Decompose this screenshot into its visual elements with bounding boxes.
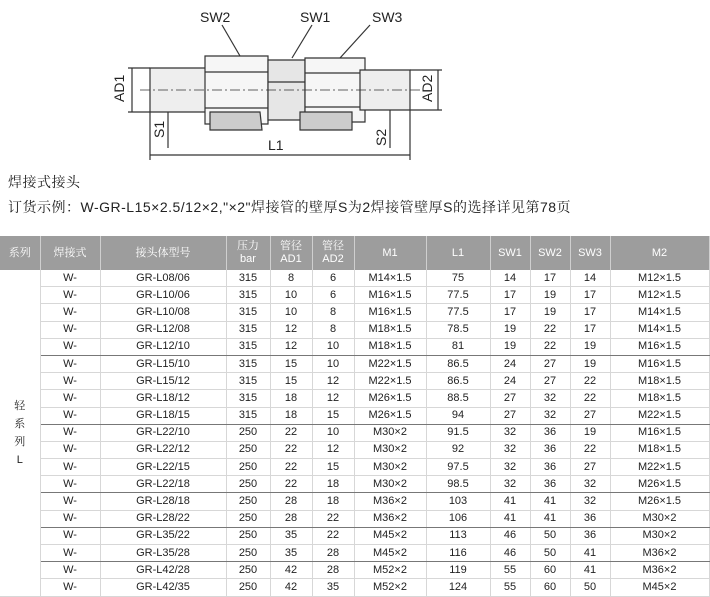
table-row: [0, 562, 709, 579]
table-cell: M30×2: [354, 459, 426, 476]
table-cell: 22: [570, 373, 610, 390]
table-cell: 19: [570, 355, 610, 372]
label-l1: L1: [268, 137, 284, 153]
header-cell: SW2: [530, 236, 570, 270]
table-cell: 250: [226, 562, 270, 579]
table-cell: 78.5: [426, 321, 490, 338]
table-cell: M16×1.5: [610, 338, 709, 355]
table-cell: 86.5: [426, 355, 490, 372]
table-cell: M14×1.5: [354, 270, 426, 287]
table-cell: 32: [490, 476, 530, 493]
table-cell: M12×1.5: [610, 270, 709, 287]
table-cell: GR-L10/06: [100, 287, 226, 304]
table-cell: 36: [530, 441, 570, 458]
table-cell: 22: [312, 510, 354, 527]
table-cell: 41: [490, 493, 530, 510]
table-cell: 46: [490, 545, 530, 562]
table-cell: 42: [270, 579, 312, 596]
table-cell: 60: [530, 579, 570, 596]
table-cell: M18×1.5: [610, 390, 709, 407]
table-cell: 50: [530, 545, 570, 562]
table-cell: 19: [490, 338, 530, 355]
table-cell: 19: [530, 304, 570, 321]
table-cell: 315: [226, 304, 270, 321]
table-cell: 10: [312, 424, 354, 441]
table-cell: 113: [426, 527, 490, 544]
table-cell: W-: [40, 321, 100, 338]
table-cell: 315: [226, 287, 270, 304]
table-cell: 36: [530, 459, 570, 476]
table-cell: 18: [312, 476, 354, 493]
table-cell: M45×2: [610, 579, 709, 596]
table-cell: GR-L28/22: [100, 510, 226, 527]
table-cell: M30×2: [354, 441, 426, 458]
table-cell: 36: [530, 476, 570, 493]
table-cell: 91.5: [426, 424, 490, 441]
table-cell: M18×1.5: [354, 338, 426, 355]
table-cell: M22×1.5: [610, 459, 709, 476]
label-sw3: SW3: [372, 9, 403, 25]
table-cell: W-: [40, 459, 100, 476]
table-cell: 124: [426, 579, 490, 596]
table-cell: M45×2: [354, 545, 426, 562]
table-cell: 98.5: [426, 476, 490, 493]
table-cell: 41: [570, 545, 610, 562]
table-cell: 8: [312, 321, 354, 338]
table-cell: 22: [312, 527, 354, 544]
table-cell: 27: [490, 407, 530, 424]
table-cell: 315: [226, 407, 270, 424]
table-cell: M16×1.5: [610, 424, 709, 441]
table-cell: W-: [40, 304, 100, 321]
table-cell: 315: [226, 373, 270, 390]
table-cell: M30×2: [354, 424, 426, 441]
table-cell: 22: [270, 476, 312, 493]
table-cell: 8: [270, 270, 312, 287]
table-cell: 250: [226, 527, 270, 544]
table-cell: 60: [530, 562, 570, 579]
table-cell: 250: [226, 579, 270, 596]
table-cell: 24: [490, 355, 530, 372]
table-cell: M22×1.5: [354, 355, 426, 372]
table-cell: GR-L15/10: [100, 355, 226, 372]
table-cell: 32: [490, 459, 530, 476]
table-cell: 32: [490, 424, 530, 441]
table-row: [0, 459, 709, 476]
table-cell: 94: [426, 407, 490, 424]
header-cell: 焊接式: [40, 236, 100, 270]
table-cell: 46: [490, 527, 530, 544]
table-cell: 315: [226, 338, 270, 355]
table-cell: W-: [40, 545, 100, 562]
table-cell: GR-L08/06: [100, 270, 226, 287]
table-cell: W-: [40, 510, 100, 527]
table-cell: 250: [226, 441, 270, 458]
table-cell: GR-L42/28: [100, 562, 226, 579]
table-cell: 315: [226, 355, 270, 372]
table-row: [0, 545, 709, 562]
table-row: [0, 304, 709, 321]
table-cell: 250: [226, 476, 270, 493]
table-cell: M52×2: [354, 562, 426, 579]
table-cell: 12: [312, 390, 354, 407]
table-cell: 315: [226, 321, 270, 338]
table-cell: 250: [226, 510, 270, 527]
table-cell: 15: [312, 459, 354, 476]
table-cell: GR-L22/12: [100, 441, 226, 458]
table-cell: 14: [490, 270, 530, 287]
table-cell: 315: [226, 270, 270, 287]
table-cell: W-: [40, 338, 100, 355]
table-cell: M26×1.5: [610, 493, 709, 510]
table-cell: GR-L35/28: [100, 545, 226, 562]
table-cell: 22: [570, 441, 610, 458]
table-cell: GR-L42/35: [100, 579, 226, 596]
table-row: [0, 373, 709, 390]
series-cell: 轻 系 列 L: [0, 270, 40, 596]
spec-table: [0, 236, 710, 597]
table-cell: GR-L15/12: [100, 373, 226, 390]
table-cell: 32: [490, 441, 530, 458]
table-cell: M14×1.5: [610, 321, 709, 338]
table-cell: 35: [312, 579, 354, 596]
table-cell: W-: [40, 441, 100, 458]
table-cell: 12: [270, 338, 312, 355]
table-cell: GR-L22/15: [100, 459, 226, 476]
header-cell: L1: [426, 236, 490, 270]
table-cell: W-: [40, 579, 100, 596]
table-cell: 106: [426, 510, 490, 527]
header-cell: M1: [354, 236, 426, 270]
table-cell: GR-L10/08: [100, 304, 226, 321]
table-cell: M36×2: [610, 545, 709, 562]
table-row: [0, 270, 709, 287]
table-cell: M22×1.5: [610, 407, 709, 424]
label-sw2: SW2: [200, 9, 231, 25]
table-cell: M22×1.5: [354, 373, 426, 390]
table-row: [0, 424, 709, 441]
table-cell: GR-L18/15: [100, 407, 226, 424]
table-cell: M52×2: [354, 579, 426, 596]
table-cell: M14×1.5: [610, 304, 709, 321]
table-cell: 17: [490, 304, 530, 321]
table-cell: M12×1.5: [610, 287, 709, 304]
table-cell: W-: [40, 355, 100, 372]
table-cell: 75: [426, 270, 490, 287]
table-cell: 10: [312, 338, 354, 355]
table-cell: M16×1.5: [354, 287, 426, 304]
table-cell: 41: [530, 493, 570, 510]
table-row: [0, 355, 709, 372]
table-cell: 35: [270, 527, 312, 544]
table-cell: 55: [490, 579, 530, 596]
table-cell: 27: [530, 355, 570, 372]
table-cell: 36: [570, 510, 610, 527]
table-cell: M30×2: [610, 527, 709, 544]
table-cell: GR-L28/18: [100, 493, 226, 510]
table-cell: W-: [40, 476, 100, 493]
table-cell: 17: [570, 287, 610, 304]
table-cell: 10: [312, 355, 354, 372]
header-cell: SW3: [570, 236, 610, 270]
table-cell: 116: [426, 545, 490, 562]
table-row: [0, 579, 709, 596]
label-ad2: AD2: [419, 74, 435, 102]
label-sw1: SW1: [300, 9, 331, 25]
table-cell: 86.5: [426, 373, 490, 390]
table-cell: 28: [270, 510, 312, 527]
table-cell: 27: [530, 373, 570, 390]
table-cell: 32: [530, 390, 570, 407]
table-cell: 19: [570, 424, 610, 441]
table-cell: 103: [426, 493, 490, 510]
table-cell: 24: [490, 373, 530, 390]
table-cell: 32: [570, 476, 610, 493]
table-cell: W-: [40, 493, 100, 510]
table-cell: M18×1.5: [610, 373, 709, 390]
right-tube: [360, 70, 410, 110]
table-cell: GR-L18/12: [100, 390, 226, 407]
table-cell: 35: [270, 545, 312, 562]
table-row: [0, 441, 709, 458]
header-cell: 管径 AD2: [312, 236, 354, 270]
table-cell: 77.5: [426, 287, 490, 304]
table-cell: M36×2: [354, 510, 426, 527]
table-cell: M18×1.5: [610, 441, 709, 458]
table-cell: 10: [270, 304, 312, 321]
table-cell: 41: [490, 510, 530, 527]
table-cell: 19: [490, 321, 530, 338]
table-cell: W-: [40, 373, 100, 390]
table-cell: 28: [312, 562, 354, 579]
table-cell: GR-L22/18: [100, 476, 226, 493]
table-cell: 81: [426, 338, 490, 355]
table-cell: 22: [570, 390, 610, 407]
header-cell: SW1: [490, 236, 530, 270]
table-cell: 28: [270, 493, 312, 510]
table-cell: 6: [312, 270, 354, 287]
table-cell: 18: [270, 390, 312, 407]
table-cell: 50: [570, 579, 610, 596]
table-row: [0, 321, 709, 338]
table-cell: M36×2: [610, 562, 709, 579]
table-cell: 41: [570, 562, 610, 579]
table-row: [0, 476, 709, 493]
table-cell: 27: [490, 390, 530, 407]
table-cell: M36×2: [354, 493, 426, 510]
table-cell: 250: [226, 545, 270, 562]
table-cell: 119: [426, 562, 490, 579]
table-cell: 14: [570, 270, 610, 287]
table-cell: 17: [490, 287, 530, 304]
table-cell: W-: [40, 562, 100, 579]
table-row: [0, 287, 709, 304]
table-cell: 36: [530, 424, 570, 441]
table-cell: 88.5: [426, 390, 490, 407]
table-cell: 32: [530, 407, 570, 424]
table-cell: 22: [270, 459, 312, 476]
table-cell: 17: [570, 304, 610, 321]
table-cell: 27: [570, 459, 610, 476]
table-cell: W-: [40, 390, 100, 407]
table-cell: 28: [312, 545, 354, 562]
table-cell: 19: [570, 338, 610, 355]
label-ad1: AD1: [111, 74, 127, 102]
table-cell: M26×1.5: [354, 407, 426, 424]
table-cell: 315: [226, 390, 270, 407]
table-cell: 50: [530, 527, 570, 544]
header-cell: 管径 AD1: [270, 236, 312, 270]
table-cell: 250: [226, 493, 270, 510]
table-cell: W-: [40, 527, 100, 544]
table-cell: 18: [312, 493, 354, 510]
table-cell: 22: [530, 338, 570, 355]
table-cell: 42: [270, 562, 312, 579]
table-cell: M26×1.5: [354, 390, 426, 407]
table-cell: M18×1.5: [354, 321, 426, 338]
table-cell: 6: [312, 287, 354, 304]
table-row: [0, 527, 709, 544]
table-cell: 27: [570, 407, 610, 424]
order-example: 订货示例：W-GR-L15×2.5/12×2,"×2"焊接管的壁厚S为2焊接管壁厚S的选择详见第78页: [8, 199, 572, 215]
table-cell: M26×1.5: [610, 476, 709, 493]
table-cell: 250: [226, 424, 270, 441]
table-cell: 32: [570, 493, 610, 510]
table-row: [0, 407, 709, 424]
table-cell: W-: [40, 287, 100, 304]
table-row: [0, 338, 709, 355]
table-cell: 22: [530, 321, 570, 338]
table-cell: GR-L22/10: [100, 424, 226, 441]
table-cell: 92: [426, 441, 490, 458]
header-cell: 压力 bar: [226, 236, 270, 270]
table-cell: 55: [490, 562, 530, 579]
section-title: 焊接式接头: [8, 174, 81, 190]
table-cell: 19: [530, 287, 570, 304]
table-cell: 15: [270, 355, 312, 372]
table-cell: M16×1.5: [354, 304, 426, 321]
table-cell: GR-L35/22: [100, 527, 226, 544]
table-cell: 18: [270, 407, 312, 424]
table-cell: W-: [40, 407, 100, 424]
table-cell: 22: [270, 424, 312, 441]
table-cell: M30×2: [354, 476, 426, 493]
header-cell: 系列: [0, 236, 40, 270]
header-cell: 接头体型号: [100, 236, 226, 270]
table-cell: 17: [570, 321, 610, 338]
section-hatch: [210, 112, 262, 130]
table-cell: 22: [270, 441, 312, 458]
table-cell: W-: [40, 270, 100, 287]
table-cell: M45×2: [354, 527, 426, 544]
table-cell: W-: [40, 424, 100, 441]
table-cell: M30×2: [610, 510, 709, 527]
table-cell: 12: [312, 441, 354, 458]
table-header: [0, 236, 709, 270]
table-cell: GR-L12/08: [100, 321, 226, 338]
table-row: [0, 510, 709, 527]
table-cell: GR-L12/10: [100, 338, 226, 355]
table-cell: 15: [270, 373, 312, 390]
table-cell: 97.5: [426, 459, 490, 476]
table-cell: 36: [570, 527, 610, 544]
table-cell: 8: [312, 304, 354, 321]
table-cell: 77.5: [426, 304, 490, 321]
table-cell: 15: [312, 407, 354, 424]
header-cell: M2: [610, 236, 709, 270]
table-cell: 17: [530, 270, 570, 287]
table-cell: M16×1.5: [610, 355, 709, 372]
label-s1: S1: [151, 120, 167, 138]
table-cell: 41: [530, 510, 570, 527]
table-cell: 12: [312, 373, 354, 390]
table-row: [0, 493, 709, 510]
table-row: [0, 390, 709, 407]
table-cell: 10: [270, 287, 312, 304]
table-cell: 12: [270, 321, 312, 338]
table-cell: 250: [226, 459, 270, 476]
label-s2: S2: [373, 128, 389, 146]
fitting-technical-drawing: [0, 0, 450, 165]
